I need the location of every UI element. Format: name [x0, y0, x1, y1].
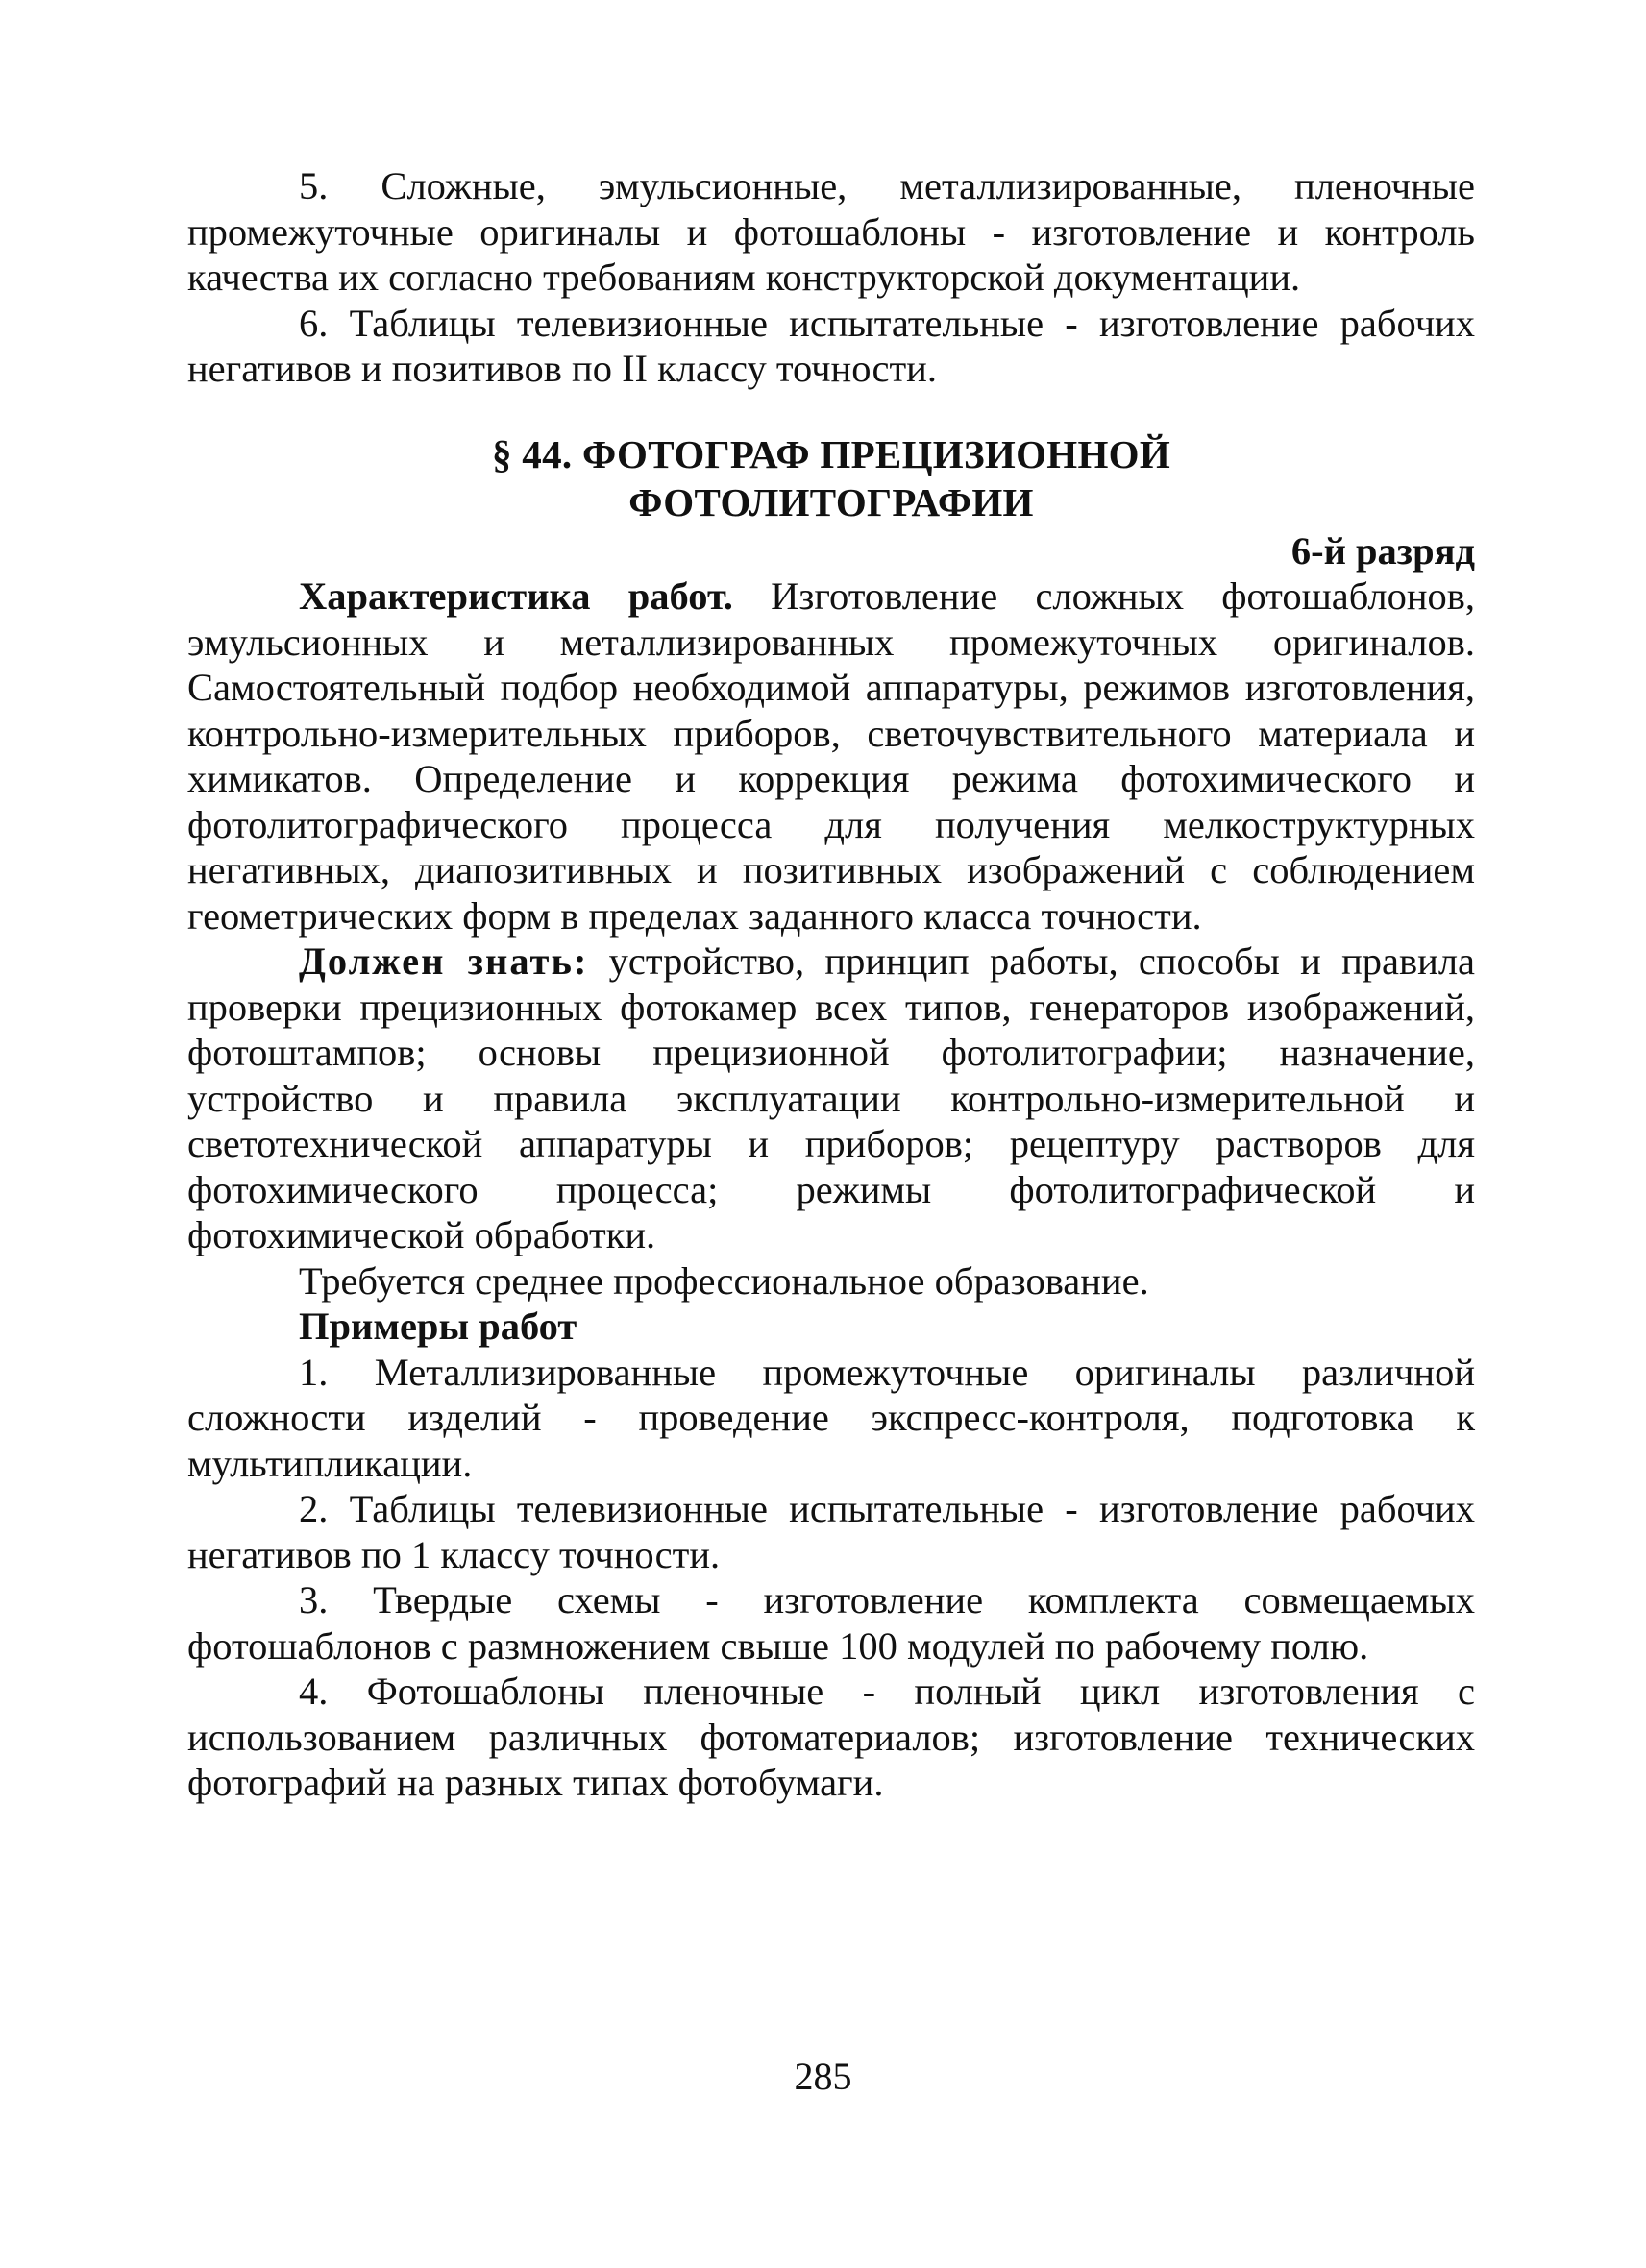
examples-heading: Примеры работ	[299, 1305, 577, 1348]
example-item: 3. Твердые схемы - изготовление комплекта совмещаемых фотошаблонов с размножением свыше 100 модулей по рабочему полю.	[187, 1578, 1475, 1668]
list-item: 5. Сложные, эмульсионные, металлизированные, пленочные промежуточные оригиналы и фотошаблоны - изготовление и контроль качества их согласно требованиям конструкторской документации.	[187, 164, 1475, 299]
must-know-label: Должен знать:	[299, 939, 589, 983]
list-item: 6. Таблицы телевизионные испытательные - изготовление рабочих негативов и позитивов по II классу точности.	[187, 301, 1475, 390]
example-item: 1. Металлизированные промежуточные оригиналы различной сложности изделий - проведение экспресс-контроля, подготовка к мультипликации.	[187, 1350, 1475, 1485]
characteristics-label: Характеристика работ.	[299, 574, 733, 618]
must-know-text: устройство, принцип работы, способы и правила проверки прецизионных фотокамер всех типов, генераторов изображений, фотоштампов; основы прецизионной фотолитографии; назначение, устройство и правила эксплуатации контрольно-измерительной и светотехнической аппаратуры и приборов; рецептуру растворов для фотохимического процесса; режимы фотолитографической и фотохимической обработки.	[187, 939, 1475, 1256]
education-requirement: Требуется среднее профессиональное образование.	[299, 1258, 1149, 1303]
grade-label: 6-й разряд	[1290, 528, 1475, 573]
section-title	[187, 430, 1475, 526]
page-number: 285	[794, 2055, 852, 2098]
section-title-line-1: § 44. ФОТОГРАФ ПРЕЦИЗИОННОЙ	[491, 431, 1171, 476]
example-item: 2. Таблицы телевизионные испытательные - изготовление рабочих негативов по 1 классу точности.	[187, 1487, 1475, 1576]
must-know-paragraph	[187, 939, 1475, 1258]
section-title-line-2: ФОТОЛИТОГРАФИИ	[628, 479, 1034, 524]
characteristics-text: Изготовление сложных фотошаблонов, эмульсионных и металлизированных промежуточных оригиналов. Самостоятельный подбор необходимой аппаратуры, режимов изготовления, контрольно-измерительных приборов, светочувствительного материала и химикатов. Определение и коррекция режима фотохимического и фотолитографического процесса для получения мелкоструктурных негативных, диапозитивных и позитивных изображений с соблюдением геометрических форм в пределах заданного класса точности.	[187, 574, 1475, 938]
example-item: 4. Фотошаблоны пленочные - полный цикл изготовления с использованием различных фотоматериалов; изготовление технических фотографий на разных типах фотобумаги.	[187, 1670, 1475, 1804]
page-body	[187, 163, 1475, 1806]
characteristics-paragraph	[187, 573, 1475, 939]
